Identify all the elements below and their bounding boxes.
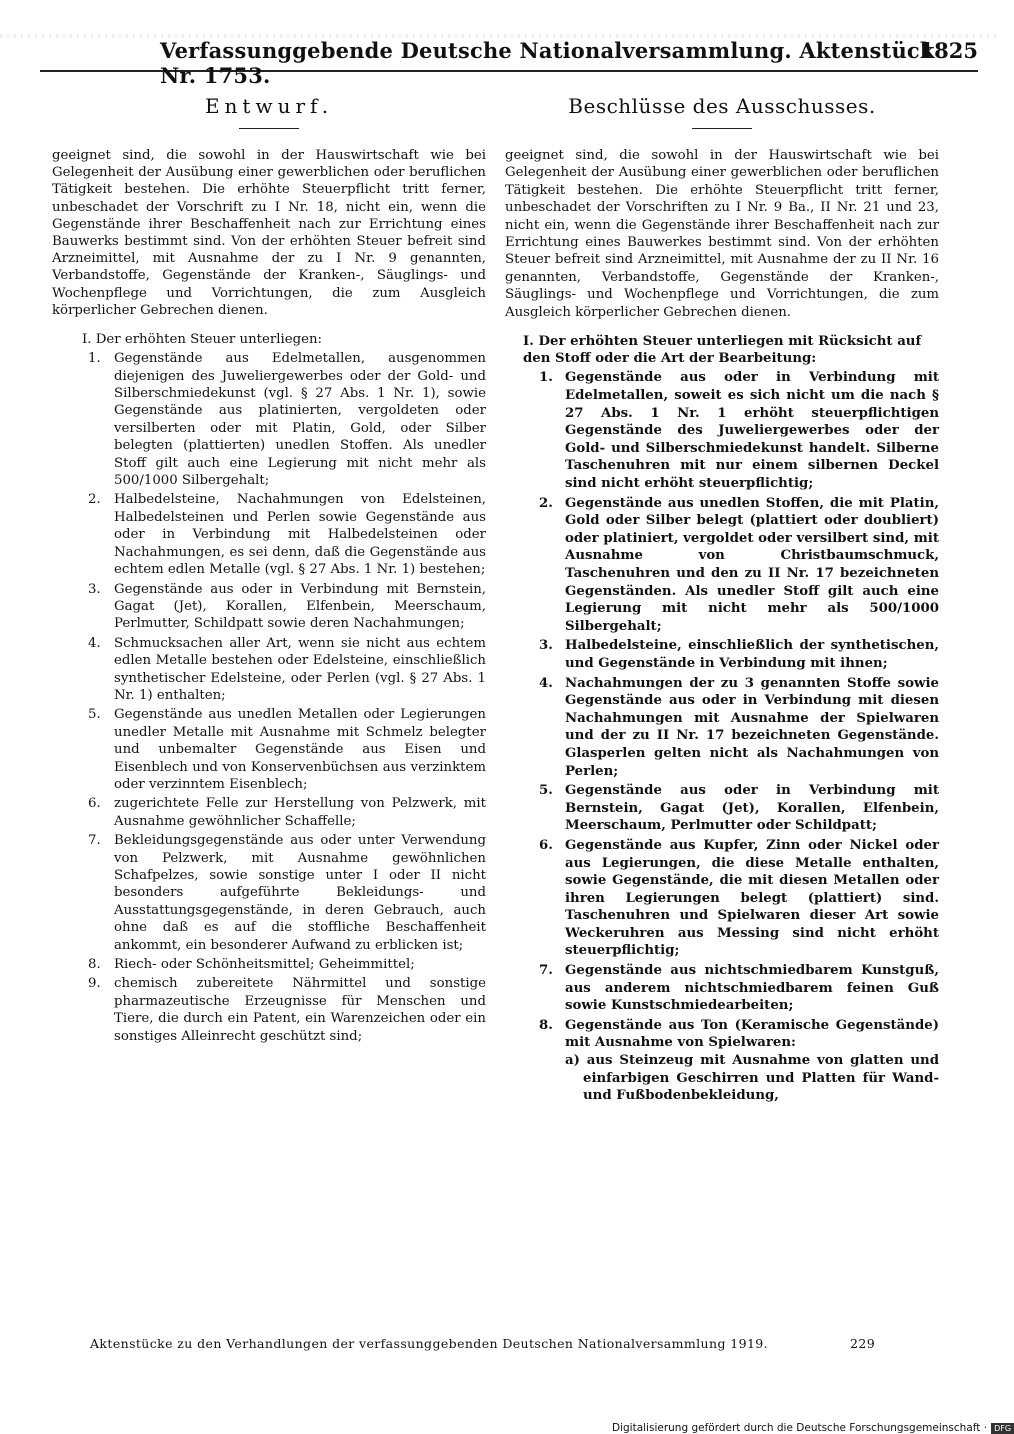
item-number: 6. [88, 796, 101, 812]
item-number: 4. [539, 675, 553, 691]
right-intro-paragraph: geeignet sind, die sowohl in der Hauswirtschaft wie bei Gelegenheit der Ausübung einer gewerblichen oder beruflichen Tätigkeit bestehen. Die erhöhte Steuerpflicht tritt ferner, unbeschadet der Vorschriften zu I Nr. 9 Ba., II Nr. 21 und 23, nicht ein, wenn die Gegenstände ihrer Beschaffenheit nach zur Errichtung eines Bauwerkes bestimmt sind. Von der erhöhten Steuer befreit sind Arzneimittel, mit Ausnahme der zu II Nr. 16 genannten, Verbandstoffe, Gegenstände der Kranken-, Säuglings- und Wochenpflege und Vorrichtungen, die zum Ausgleich körperlicher Gebrechen dienen. [505, 148, 939, 320]
list-item [505, 369, 939, 492]
heading-rule [239, 128, 299, 129]
list-item [505, 495, 939, 636]
item-text: Gegenstände aus Kupfer, Zinn oder Nickel oder aus Legierungen, die diese Metalle enthalten, sowie Gegenstände, die mit diesen Metallen oder ihren Legierungen belegt (plattiert) sind. Taschenuhren und Spielwaren dieser Art sowie Weckeruhren aus Messing sind nicht erhöht steuerpflichtig; [565, 837, 939, 959]
header-title: Verfassunggebende Deutsche Nationalversammlung. Aktenstück Nr. 1753. [160, 38, 935, 88]
left-column [52, 88, 486, 1047]
item-text: Bekleidungsgegenstände aus oder unter Verwendung von Pelzwerk, mit Ausnahme gewöhnlichen Schafpelzes, sowie sonstige unter I oder II nicht besonders aufgeführte Bekleidungs- und Ausstattungsgegenstände, in deren Gebrauch, auch ohne daß es auf die stoffliche Beschaffenheit ankommt, ein besonderer Aufwand zu erblicken ist; [114, 833, 486, 953]
item-number: 4. [88, 635, 101, 651]
item-text: Gegenstände aus unedlen Stoffen, die mit Platin, Gold oder Silber belegt (plattiert oder doubliert) oder platiniert, vergoldet oder versilbert sind, mit Ausnahme von Christbaumschmuck, Taschenuhren und den zu II Nr. 17 bezeichneten Gegenständen. Als unedler Stoff gilt auch eine Legierung mit nicht mehr als 500/1000 Silbergehalt; [565, 495, 939, 634]
item-text: zugerichtete Felle zur Herstellung von Pelzwerk, mit Ausnahme gewöhnlicher Schaffelle; [114, 796, 486, 829]
item-text: Gegenstände aus unedlen Metallen oder Legierungen unedler Metalle mit Ausnahme mit Schmelz belegter und unbemalter Gegenstände aus Eisen und Eisenblech und von Konservenbüchsen aus verzinktem oder verzinntem Eisenblech; [114, 707, 486, 792]
sub-item: a) aus Steinzeug mit Ausnahme von glatten und einfarbigen Geschirren und Platten für Wand- und Fußbodenbekleidung, [565, 1053, 939, 1104]
dfg-logo: DFG [991, 1423, 1014, 1434]
item-text: Gegenstände aus oder in Verbindung mit Edelmetallen, soweit es sich nicht um die nach § 27 Abs. 1 Nr. 1 erhöht steuerpflichtigen Gegenstände des Juweliergewerbes oder der Gold- und Silberschmiedekunst handelt. Silberne Taschenuhren mit nur einem silbernen Deckel sind nicht erhöht steuerpflichtig; [565, 370, 939, 492]
right-column-heading: Beschlüsse des Ausschusses. [568, 94, 876, 118]
left-intro-paragraph: geeignet sind, die sowohl in der Hauswirtschaft wie bei Gelegenheit der Ausübung einer gewerblichen oder beruflichen Tätigkeit bestehen. Die erhöhte Steuerpflicht tritt ferner, unbeschadet der Vorschrift zu I Nr. 18, nicht ein, wenn die Gegenstände ihrer Beschaffenheit nach zur Errichtung eines Bauwerks bestimmt sind. Von der erhöhten Steuer befreit sind Arzneimittel, mit Ausnahme der zu I Nr. 9 genannten, Verbandstoffe, Gegenstände der Kranken-, Säuglings- und Wochenpflege und Vorrichtungen, die zum Ausgleich körperlicher Gebrechen dienen. [52, 148, 486, 318]
list-item [52, 581, 486, 633]
list-item [52, 956, 486, 973]
list-item [505, 837, 939, 960]
item-number: 1. [88, 351, 101, 367]
left-item-list [52, 350, 486, 1045]
footer-text: Aktenstücke zu den Verhandlungen der verfassunggebenden Deutschen Nationalversammlung 1919. [90, 1336, 769, 1351]
page-footer [90, 1336, 890, 1351]
list-item [505, 675, 939, 781]
item-number: 2. [88, 492, 101, 508]
list-item [505, 962, 939, 1015]
item-number: 3. [539, 638, 553, 654]
list-item [52, 975, 486, 1045]
list-item [505, 1017, 939, 1105]
item-text: Gegenstände aus Edelmetallen, ausgenommen diejenigen des Juweliergewerbes oder der Gold- und Silberschmiedekunst (vgl. § 27 Abs. 1 Nr. 1), sowie Gegenstände aus platinierten, vergoldeten oder versilberten oder mit Platin, Gold, oder Silber belegten (plattierten) unedlen Stoffen. Als unedler Stoff gilt auch eine Legierung mit nicht mehr als 500/1000 Silbergehalt; [114, 351, 486, 489]
item-number: 8. [88, 957, 101, 973]
list-item [52, 832, 486, 954]
item-number: 5. [539, 783, 553, 799]
item-text: Halbedelsteine, Nachahmungen von Edelsteinen, Halbedelsteinen und Perlen sowie Gegenstände aus oder in Verbindung mit Halbedelsteinen oder Nachahmungen, es sei denn, daß die Gegenstände aus echtem edlen Metalle (vgl. § 27 Abs. 1 Nr. 1) bestehen; [114, 492, 486, 578]
list-item [52, 350, 486, 489]
item-text: Gegenstände aus oder in Verbindung mit Bernstein, Gagat (Jet), Korallen, Elfenbein, Meerschaum, Perlmutter oder Schildpatt; [565, 783, 939, 834]
list-item [52, 706, 486, 793]
list-item [505, 637, 939, 672]
list-item [52, 491, 486, 578]
list-item [52, 635, 486, 705]
item-number: 3. [88, 581, 101, 597]
left-section-intro: I. Der erhöhten Steuer unterliegen: [82, 332, 323, 348]
item-number: 7. [539, 963, 553, 979]
item-number: 6. [539, 837, 553, 853]
item-text: Gegenstände aus Ton (Keramische Gegenstände) mit Ausnahme von Spielwaren: [565, 1017, 939, 1051]
list-item [505, 782, 939, 835]
item-text: Gegenstände aus oder in Verbindung mit Bernstein, Gagat (Jet), Korallen, Elfenbein, Meerschaum, Perlmutter, Schildpatt sowie deren Nachahmungen; [114, 581, 486, 632]
right-item-list [505, 369, 939, 1104]
header-page-number: 1825 [919, 38, 978, 63]
item-text: Riech- oder Schönheitsmittel; Geheimmittel; [114, 957, 415, 973]
item-number: 5. [88, 707, 101, 723]
right-column [505, 88, 939, 1107]
item-text: Schmucksachen aller Art, wenn sie nicht aus echtem edlen Metalle bestehen oder Edelsteine, einschließlich synthetischer Edelsteine, oder Perlen (vgl. § 27 Abs. 1 Nr. 1) enthalten; [114, 635, 486, 703]
item-text: Halbedelsteine, einschließlich der synthetischen, und Gegenstände in Verbindung mit ihnen; [565, 638, 939, 671]
heading-rule [692, 128, 752, 129]
credit-text: Digitalisierung gefördert durch die Deutsche Forschungsgemeinschaft · [612, 1422, 988, 1434]
item-text: chemisch zubereitete Nährmittel und sonstige pharmazeutische Erzeugnisse für Menschen und Tiere, die durch ein Patent, ein Warenzeichen oder ein sonstiges Alleinrecht geschützt sind; [114, 976, 486, 1044]
item-text: Nachahmungen der zu 3 genannten Stoffe sowie Gegenstände aus oder in Verbindung mit diesen Nachahmungen mit Ausnahme der Spielwaren und der zu II Nr. 17 bezeichneten Gegenstände. Glasperlen gelten nicht als Nachahmungen von Perlen; [565, 675, 939, 779]
left-column-heading: Entwurf. [204, 94, 334, 118]
item-number: 9. [88, 976, 101, 992]
item-number: 2. [539, 495, 553, 511]
item-text: Gegenstände aus nichtschmiedbarem Kunstguß, aus anderem nichtschmiedbarem feinen Guß sowie Kunstschmiedearbeiten; [565, 963, 939, 1014]
list-item [52, 795, 486, 830]
item-number: 8. [539, 1017, 553, 1033]
item-number: 7. [88, 833, 101, 849]
digitization-credit [612, 1422, 1014, 1434]
footer-page-number: 229 [850, 1336, 876, 1351]
right-section-intro: I. Der erhöhten Steuer unterliegen mit Rücksicht auf den Stoff oder die Art der Bearbeitung: [523, 334, 922, 367]
page-header [40, 30, 978, 88]
item-number: 1. [539, 370, 553, 386]
